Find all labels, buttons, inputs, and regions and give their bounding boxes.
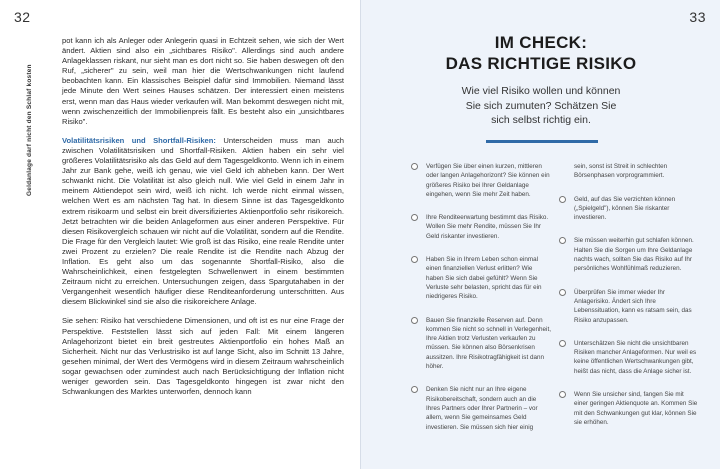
side-caption: Geldanlage darf nicht den Schlaf kosten — [26, 64, 33, 196]
checklist-item — [411, 385, 551, 431]
checklist-item — [411, 213, 551, 241]
checklist-item — [411, 162, 551, 199]
checklist-item — [559, 390, 699, 427]
checklist-item-text: Denken Sie nicht nur an Ihre eigene Risikobereitschaft, sondern auch an die Ihres Partners oder Ihrer Partnerin – vor allem, wenn Sie gemeinsames Geld investieren. Sie müssen sich hier einig — [426, 386, 538, 431]
checklist-right-column — [559, 162, 699, 441]
paragraph-1-text: pot kann ich als Anleger oder Anlegerin quasi in Echtzeit sehen, wie sich der Wert ändert. Aktien sind also ein „sichtbares Risiko". Allerdings sind auch andere Anlageklassen riskant, nur sieht man es dort nicht so. Sie haben deswegen oft den Ruf, „sicherer" zu sein, weil man hier die Wertschwankungen nicht laufend beobachten kann. Ein klassisches Beispiel dafür sind Immobilien. Niemand lässt jede Minute den Wert seines Hauses schätzen. Der interessiert einen meistens erst, wenn man das Haus wieder verkaufen will. Man bekommt deswegen nicht mit, wenn zwischenzeitlich der Immobilienpreis fällt. Es besteht also ein „unsichtbares Risiko". — [62, 36, 344, 126]
paragraph-2-heading: Volatilitätsrisiken und Shortfall-Risiken: — [62, 135, 216, 145]
right-page — [360, 0, 720, 469]
circle-bullet-icon — [411, 214, 418, 221]
paragraph-2 — [62, 136, 344, 308]
paragraph-2-text: Unterscheiden muss man auch zwischen Volatilitätsrisiken und Shortfall-Risiken. Aktien haben ein sehr viel größeres Volatilitätsrisiko als das Geld auf dem Tagesgeldkonto. Wenn ich in einem Jahr zur Bank gehe, weiß ich genau, wie viel Geld ich abheben kann. Der Wert schwankt nicht. Die Volatilität ist also gleich null. Wie viel Geld in einem Jahr in meinem Aktiendepot sein wird, weiß ich nicht. Ich werde nicht einmal wissen, welchen Wert es am nächsten Tag hat. In diesem Sinne ist das Tagesgeldkonto extrem risikoarm und selbst ein breit diversifiziertes Aktienportfolio sehr risikoreich. Jetzt betrachten wir die beiden Anlageformen aus einer anderen Perspektive. Für diesen Risikovergleich schauen wir nicht auf die Volatilität, sondern auf die Rendite. Die Frage für den Vergleich lautet: Wie groß ist das Risiko, eine reale Rendite unter zwei Prozent zu erzielen? Die reale Rendite ist die Rendite nach Abzug der Inflation. Es geht also um das sogenannte Shortfall-Risiko, also die Wahrscheinlichkeit, einen festgelegten Schwellenwert in einem bestimmten Zeitraum nicht zu erreichen. Untersuchungen zeigen, dass Spargutahaben in der Vergangenheit wesentlich häufiger diese Renditeanforderung unterschritten. Aus diesem Blickwinkel sind sie also die risikoreichere Anlage. — [62, 135, 344, 307]
checklist-item — [411, 316, 551, 372]
checklist-item-text: Bauen Sie finanzielle Reserven auf. Denn kommen Sie nicht so schnell in Verlegenheit, Ihre Aktien trotz Verlusten verkaufen zu müssen. Sie können also Börsenkrisen aussitzen. Ihre Risikotragfähigkeit ist dann höher. — [426, 316, 551, 371]
checklist-item-text: Unterschätzen Sie nicht die unsichtbaren Risiken mancher Anlageformen. Nur weil es keine öffentlichen Wertschwankungen gibt, heißt das nicht, dass die Anlage sicher ist. — [574, 339, 697, 375]
circle-bullet-icon — [559, 237, 566, 244]
subtitle — [361, 84, 720, 128]
paragraph-1 — [62, 36, 344, 127]
checklist-item — [559, 236, 699, 273]
circle-bullet-icon — [411, 317, 418, 324]
checklist-continuation — [559, 162, 699, 181]
title-block — [361, 32, 720, 128]
circle-bullet-icon — [411, 386, 418, 393]
title-line-1: IM CHECK: — [494, 33, 588, 52]
checklist-item — [559, 288, 699, 325]
checklist-item — [411, 255, 551, 301]
checklist-item-text: Überprüfen Sie immer wieder Ihr Anlagerisiko. Ändert sich Ihre Lebenssituation, kann es ratsam sein, das Risiko anzupassen. — [574, 288, 692, 324]
circle-bullet-icon — [559, 196, 566, 203]
body-text — [62, 36, 344, 406]
circle-bullet-icon — [559, 391, 566, 398]
subtitle-text: Wie viel Risiko wollen und können Sie sich zumuten? Schätzen Sie sich selbst richtig ein. — [461, 85, 621, 126]
checklist-item-text: Haben Sie in Ihrem Leben schon einmal einen finanziellen Verlust erlitten? Wie haben Sie sich dabei gefühlt? Wenn Sie Verluste sehr belasten, spricht das für ein niedrigeres Risiko. — [426, 256, 542, 301]
checklist-item-text: Ihre Renditeerwartung bestimmt das Risiko. Wollen Sie mehr Rendite, müssen Sie Ihr Geld riskanter investieren. — [426, 214, 549, 240]
circle-bullet-icon — [559, 340, 566, 347]
page-number-left: 32 — [14, 9, 31, 25]
checklist-left-column — [411, 162, 551, 446]
checklist-item — [559, 195, 699, 223]
checklist-item — [559, 339, 699, 376]
checklist-item-text: Verfügen Sie über einen kurzen, mittleren oder langen Anlagehorizont? Sie können ein größeres Risiko bei Ihrer Geldanlage eingehen, wenn Sie mehr Zeit haben. — [426, 163, 550, 198]
paragraph-3-text: Sie sehen: Risiko hat verschiedene Dimensionen, und oft ist es nur eine Frage der Perspektive. Feststellen lässt sich auf jeden Fall: Mit einem längeren Anlagehorizont bietet ein breit gestreutes Aktienportfolio ein hohes Maß an Sicherheit. Nicht nur das Verlustrisiko ist auf lange Sicht, also im Schnitt 13 Jahre, gesehen minimal, der Wert des Vermögens wird in diesem Zeitraum wahrscheinlich sogar gewachsen oder zumindest auch nach Berücksichtigung der Inflation nicht weniger geworden sein. Das Tagesgeldkonto hingegen ist zwar nicht den Schwankungen des Marktes unterworfen, dennoch kann — [62, 316, 344, 397]
paragraph-3 — [62, 316, 344, 397]
divider-line — [486, 140, 598, 143]
checklist-item-text: Wenn Sie unsicher sind, fangen Sie mit einer geringen Aktienquote an. Kommen Sie mit den Schwankungen gut klar, können Sie sie erhöhen. — [574, 391, 698, 426]
circle-bullet-icon — [559, 289, 566, 296]
checklist-continuation-text: sein, sonst ist Streit in schlechten Börsenphasen vorprogrammiert. — [574, 163, 668, 180]
circle-bullet-icon — [411, 256, 418, 263]
page-number-right: 33 — [689, 9, 706, 25]
checklist-item-text: Sie müssen weiterhin gut schlafen können. Halten Sie die Sorgen um Ihre Geldanlage nachts wach, sollten Sie das Risiko auf Ihr persönliches Wohlfühlmaß reduzieren. — [574, 237, 694, 273]
title-line-2: DAS RICHTIGE RISIKO — [445, 54, 637, 73]
circle-bullet-icon — [411, 163, 418, 170]
checklist-item-text: Geld, auf das Sie verzichten können („Spielgeld"), können Sie riskanter investieren. — [574, 195, 676, 222]
